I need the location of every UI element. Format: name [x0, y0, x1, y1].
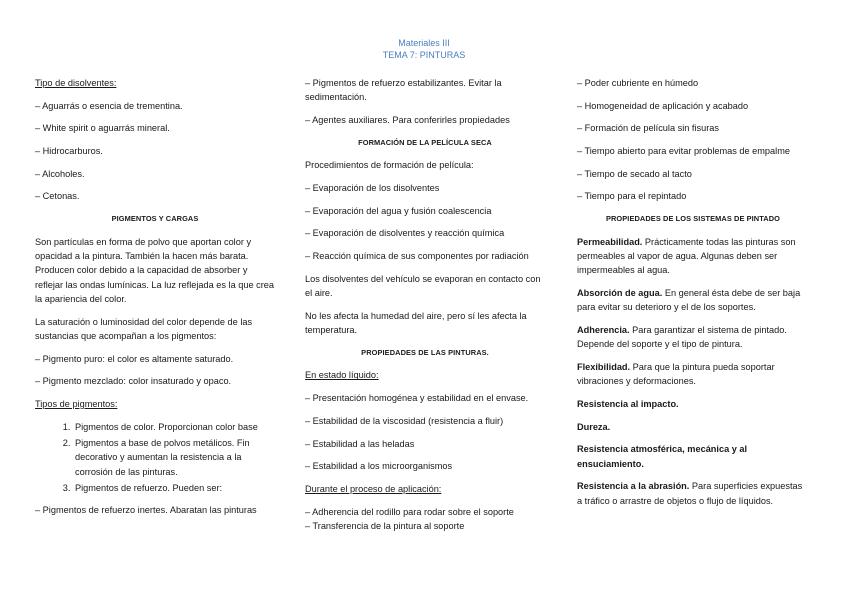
property-term: Adherencia.	[577, 325, 630, 336]
property-text: Para garantizar el sistema de pintado. Depende del soporte y el tipo de pintura.	[577, 325, 787, 350]
inert-pigment-item: – Pigmentos de refuerzo inertes. Abaratan las pinturas	[35, 505, 257, 516]
mixed-pigment-item: – Pigmento mezclado: color insaturado y opaco.	[35, 376, 232, 387]
pigments-heading: PIGMENTOS Y CARGAS	[111, 214, 199, 224]
solvent-item: – Aguarrás o esencia de trementina.	[35, 100, 183, 111]
liquid-item: – Estabilidad a los microorganismos	[305, 461, 453, 472]
pigment-types-list	[35, 420, 275, 495]
application-item: – Homogeneidad de aplicación y acabado	[577, 100, 749, 111]
pigments-paragraph: Son partículas en forma de polvo que aportan color y opacidad a la pintura. También la hacen más barata. Producen color debido a la capacidad de absorber y reflejar las ondas lumínicas. La luz reflejada es la que crea la apariencia del color.	[35, 236, 275, 304]
solvent-item: – Hidrocarburos.	[35, 146, 103, 157]
document-header	[0, 37, 848, 61]
system-property	[577, 323, 809, 352]
application-item: – Tiempo abierto para evitar problemas de empalme	[577, 146, 790, 157]
column-1	[35, 76, 275, 526]
property-text: Para que la pintura pueda soportar vibraciones y deformaciones.	[577, 362, 775, 387]
solvent-item: – Alcoholes.	[35, 168, 85, 179]
system-property	[577, 286, 809, 315]
property-term: Flexibilidad.	[577, 362, 631, 373]
formation-item: – Evaporación del agua y fusión coalescencia	[305, 205, 492, 216]
solvent-item: – White spirit o aguarrás mineral.	[35, 123, 170, 134]
property-term: Resistencia atmosférica, mecánica y al ensuciamiento.	[577, 444, 748, 469]
liquid-item: – Estabilidad a las heladas	[305, 438, 415, 449]
property-term: Resistencia al impacto.	[577, 399, 679, 410]
application-item: – Tiempo de secado al tacto	[577, 168, 692, 179]
column-2	[305, 76, 545, 542]
stabilizing-pigment-item: – Pigmentos de refuerzo estabilizantes. Evitar la sedimentación.	[305, 78, 502, 103]
system-property	[577, 442, 809, 471]
application-item: – Poder cubriente en húmedo	[577, 78, 699, 88]
formation-item: – Evaporación de disolventes y reacción química	[305, 228, 505, 239]
pigment-type-item: 2. Pigmentos a base de polvos metálicos. Fin decorativo y aumentan la resistencia a la corrosión de las pinturas.	[73, 436, 275, 479]
solvents-note: Los disolventes del vehículo se evaporan en contacto con el aire.	[305, 273, 541, 299]
liquid-item: – Presentación homogénea y estabilidad en el envase.	[305, 393, 529, 404]
humidity-note: No les afecta la humedad del aire, pero sí les afecta la temperatura.	[305, 310, 527, 336]
formation-item: – Reacción química de sus componentes por radiación	[305, 251, 529, 262]
liquid-state-title: En estado líquido:	[305, 370, 379, 381]
application-item: – Tiempo para el repintado	[577, 191, 687, 202]
application-item: – Transferencia de la pintura al soporte	[305, 520, 465, 531]
property-term: Permeabilidad.	[577, 236, 643, 247]
system-property	[577, 479, 809, 508]
system-properties-heading: PROPIEDADES DE LOS SISTEMAS DE PINTADO	[605, 214, 781, 224]
system-property	[577, 360, 809, 389]
property-text: Para superficies expuestas a tráfico o arrastre de objetos o flujo de líquidos.	[577, 481, 803, 506]
solvent-item: – Cetonas.	[35, 191, 80, 202]
auxiliary-agents-item: – Agentes auxiliares. Para conferirles propiedades	[305, 114, 510, 125]
system-property	[577, 420, 809, 434]
property-text: Prácticamente todas las pinturas son permeables al vapor de agua. Algunas deben ser impermeables al agua.	[577, 236, 796, 276]
formation-heading: FORMACIÓN DE LA PELÍCULA SECA	[358, 137, 492, 147]
property-term: Absorción de agua.	[577, 288, 663, 299]
liquid-item: – Estabilidad de la viscosidad (resistencia a fluir)	[305, 415, 504, 426]
property-term: Resistencia a la abrasión.	[577, 481, 690, 492]
property-text: En general ésta debe de ser baja para evitar su deterioro y el de los soportes.	[577, 288, 801, 313]
topic-title: TEMA 7: PINTURAS	[382, 50, 466, 60]
saturation-paragraph: La saturación o luminosidad del color depende de las sustancias que acompañan a los pigmentos:	[35, 316, 253, 341]
formation-intro: Procedimientos de formación de película:	[305, 160, 474, 171]
pigment-types-title: Tipos de pigmentos:	[35, 399, 118, 410]
pigment-type-item: 3. Pigmentos de refuerzo. Pueden ser:	[73, 481, 275, 495]
application-item: – Adherencia del rodillo para rodar sobre el soporte	[305, 506, 514, 517]
solvents-title: Tipo de disolventes:	[35, 78, 117, 88]
formation-item: – Evaporación de los disolventes	[305, 183, 440, 194]
column-3	[577, 76, 809, 516]
application-title: Durante el proceso de aplicación:	[305, 483, 442, 494]
system-property	[577, 235, 809, 278]
properties-heading: PROPIEDADES DE LAS PINTURAS.	[361, 347, 489, 357]
application-item: – Formación de película sin fisuras	[577, 123, 719, 134]
course-title: Materiales III	[398, 38, 450, 48]
pure-pigment-item: – Pigmento puro: el color es altamente saturado.	[35, 353, 234, 364]
pigment-type-item: 1. Pigmentos de color. Proporcionan color base	[73, 420, 275, 434]
system-property	[577, 397, 809, 411]
property-term: Dureza.	[577, 421, 611, 432]
